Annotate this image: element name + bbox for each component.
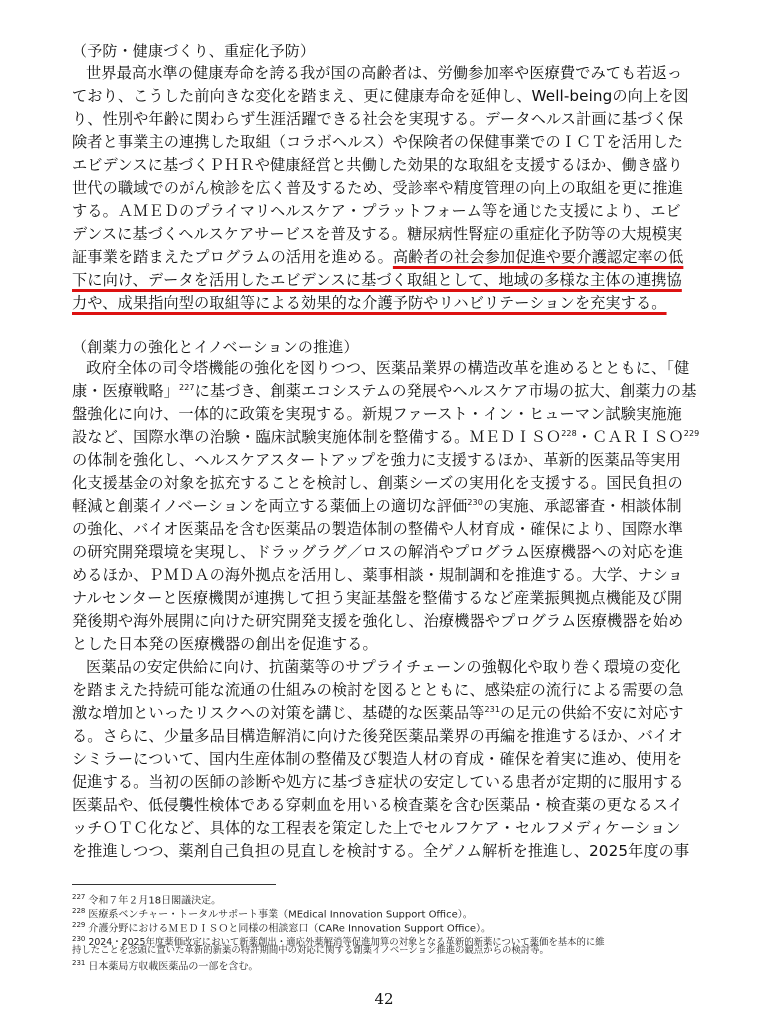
highlighted-text: 高齢者の社会参加促進や要介護認定率の低 [392,248,684,266]
text-span: 軽減と創薬イノベーションを両立する薬価上の適切な評価 [72,497,468,515]
highlighted-text-line: 下に向け、データを活用したエビデンスに基づく取組として、地域の多様な主体の連携協 [72,271,682,289]
text-line [72,426,699,449]
footnote-text: 介護分野におけるＭＥＤＩＳＯと同様の相談窓口（CARe Innovation Support Office）。 [88,923,492,935]
footnote [72,945,549,956]
footnote [72,958,258,972]
text-line: の体制を強化し、ヘルスケアスタートアップを強力に支援するほか、革新的医薬品等実用 [72,451,681,469]
text-line: ナルセンターと医療機関が連携して担う実証基盤を整備するなど産業振興拠点機能及び開 [72,589,683,607]
footnote-ref: 231 [484,704,501,714]
section-heading: （創薬力の強化とイノベーションの推進） [72,338,359,356]
text-line: 発後期や海外展開に向けた研究開発支援を強化し、治療機器やプログラム医療機器を始め [72,612,684,630]
text-line: 盤強化に向け、一体的に政策を実現する。新規ファースト・イン・ヒューマン試験実施施 [72,405,682,423]
text-line: 政府全体の司令塔機能の強化を図りつつ、医薬品業界の構造改革を進めるとともに、「健 [86,359,690,377]
footnote-number: 230 [72,935,86,943]
footnote-number: 229 [72,921,86,929]
footnote-text: 令和７年２月18日閣議決定。 [88,895,222,907]
footnote-text: 持したことを念頭に置いた革新的新薬の特許期間中の対応に関する創薬イノベーション推進の観点からの検討等。 [72,945,549,956]
text-line: 険者と事業主の連携した取組（コラボヘルス）や保険者の保健事業でのＩＣＴを活用した [72,133,684,151]
footnote-ref: 230 [467,497,483,507]
text-span: 証事業を踏まえたプログラムの活用を進める。 [72,248,393,266]
footnote [72,906,473,920]
text-span: 激な増加といったリスクへの対策を講じ、基礎的な医薬品等 [72,704,485,722]
footnote [72,892,221,906]
text-line: を踏まえた持続可能な流通の仕組みの検討を図るとともに、感染症の流行による需要の急 [72,681,684,699]
text-line: とした日本発の医療機器の創出を促進する。 [72,635,378,653]
text-line: 世代の職域でのがん検診を広く普及するため、受診率や精度管理の向上の取組を更に推進 [72,179,683,197]
footnote-ref: 229 [683,428,700,438]
footnote-text: 日本薬局方収載医薬品の一部を含む。 [88,961,259,973]
text-span: 康・医療戦略」 [72,382,180,400]
text-line: ッチＯＴＣ化など、具体的な工程表を策定した上でセルフケア・セルフメディケーション [72,819,681,837]
footnote-number: 227 [72,893,86,901]
text-span: ・ＣＡＲＩＳＯ [576,428,684,446]
text-line [72,246,683,269]
text-line: シミラーについて、国内生産体制の整備及び製造人材の育成・確保を着実に進め、使用を [72,750,683,768]
footnote-number: 231 [72,959,86,967]
text-line: ており、こうした前向きな変化を踏まえ、更に健康寿命を延伸し、Well-beingの向上を図 [72,87,689,105]
text-line: 促進する。当初の医師の診断や処方に基づき症状の安定している患者が定期的に服用する [72,773,684,791]
highlighted-text-line: 力や、成果指向型の取組等による効果的な介護予防やリハビリテーションを充実する。 [72,294,667,312]
text-line: の研究開発環境を実現し、ドラッグラグ／ロスの解消やプログラム医療機器への対応を進 [72,543,684,561]
footnote-text: 2024・2025年度薬価改定において新薬創出・適応外薬解消等促進加算の対象となる革新的新薬について薬価を基本的に維 [88,937,605,949]
text-line: を推進しつつ、薬剤自己負担の見直しを検討する。全ゲノム解析を推進し、2025年度の事 [72,842,690,860]
text-line: 世界最高水準の健康寿命を誇る我が国の高齢者は、労働参加率や医療費でみても若返っ [86,64,683,82]
text-line: の強化、バイオ医薬品を含む医薬品の製造体制の整備や人材育成・確保により、国際水準 [72,520,684,538]
text-line: る。さらに、少量多品目構造解消に向けた後発医薬品業界の再編を推進するほか、バイオ [72,727,684,745]
footnote-ref: 228 [561,428,577,438]
text-span: の足元の供給不安に対応す [500,704,684,722]
text-line [72,495,682,518]
text-line: デンスに基づくヘルスケアサービスを普及する。糖尿病性腎症の重症化予防等の大規模実 [72,225,683,243]
text-line: 化支援基金の対象を拡充することを検討し、創薬シーズの実用化を支援する。国民負担の [72,474,683,492]
section-heading: （予防・健康づくり、重症化予防） [72,42,316,60]
text-line: 医薬品や、低侵襲性検体である穿刺血を用いる検査薬を含む医薬品・検査薬の更なるスイ [72,796,683,814]
text-line: する。ＡＭＥＤのプライマリヘルスケア・プラットフォーム等を通じた支援により、エビ [72,202,681,220]
footnote-text: 医療系ベンチャー・トータルサポート事業（MEdical Innovation Support Office）。 [88,909,473,921]
text-line [72,702,684,725]
text-span: に基づき、創薬エコシステムの発展やヘルスケア市場の拡大、創薬力の基 [194,382,697,400]
page-number: 42 [374,990,394,1008]
text-line: エビデンスに基づくＰＨＲや健康経営と共働した効果的な取組を支援するほか、働き盛り [72,156,683,174]
footnote-divider [72,884,276,885]
footnote-number: 228 [72,907,86,915]
text-span: 設など、国際水準の治験・臨床試験実施体制を整備する。ＭＥＤＩＳＯ [72,428,562,446]
text-line: めるほか、ＰＭＤＡの海外拠点を活用し、薬事相談・規制調和を推進する。大学、ナショ [72,566,683,584]
text-line: 医薬品の安定供給に向け、抗菌薬等のサプライチェーンの強靱化や取り巻く環境の変化 [86,658,681,676]
text-span: の実施、承認審査・相談体制 [482,497,682,515]
text-line: り、性別や年齢に関わらず生涯活躍できる社会を実現する。データヘルス計画に基づく保 [72,110,684,128]
footnote [72,920,491,934]
footnote-ref: 227 [179,382,195,392]
text-line [72,380,697,403]
